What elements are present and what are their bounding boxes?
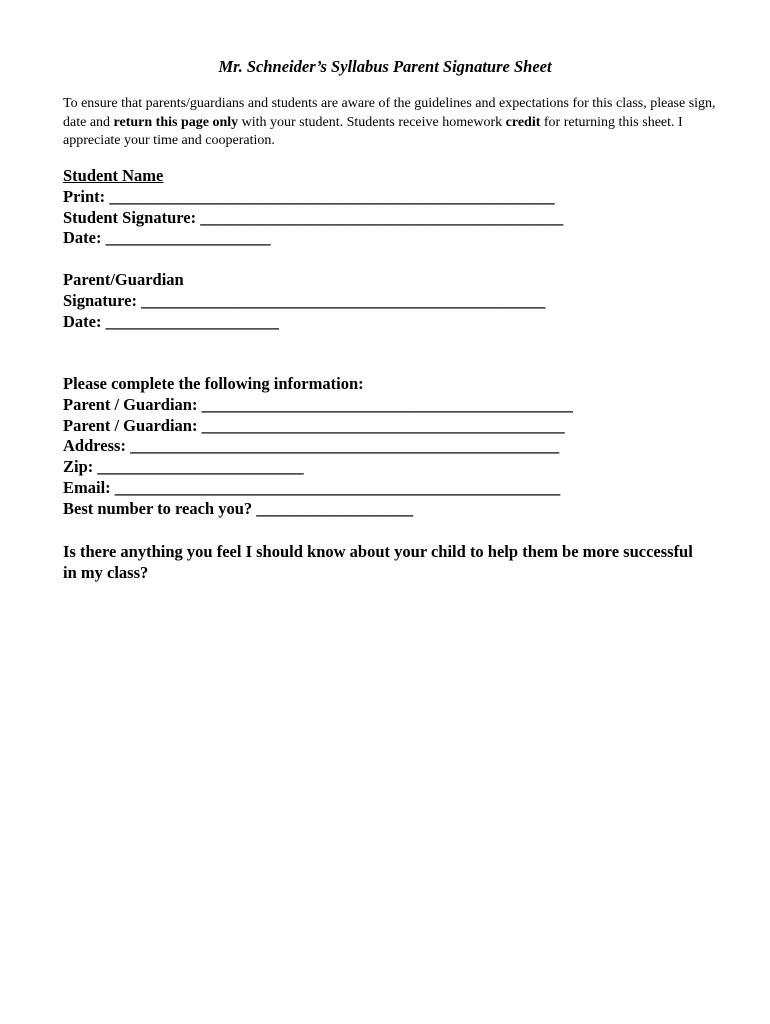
- child-question: Is there anything you feel I should know about your child to help them be more successful in my class?: [63, 542, 693, 582]
- intro-text-3: for returning this sheet. I appreciate your time and cooperation.: [63, 114, 683, 148]
- zip-field[interactable]: Zip: _________________________: [63, 457, 304, 477]
- address-field[interactable]: Address: ____________________________________________________: [63, 436, 560, 456]
- intro-bold-return: return this page only: [113, 114, 239, 130]
- parent-signature-field[interactable]: Signature: _________________________________________________: [63, 290, 546, 310]
- phone-field[interactable]: Best number to reach you? ___________________: [63, 498, 414, 518]
- parent-guardian-heading: Parent/Guardian: [63, 270, 184, 289]
- info-heading: Please complete the following information:: [63, 374, 364, 393]
- intro-text-2: with your student. Students receive homework: [238, 114, 506, 130]
- parent-date-field[interactable]: Date: _____________________: [63, 311, 279, 331]
- intro-text-1: To ensure that parents/guardians and students are aware of the guidelines and expectations for this class, please sign, date and: [63, 96, 716, 130]
- intro-bold-credit: credit: [505, 114, 541, 130]
- page-title: Mr. Schneider’s Syllabus Parent Signature Sheet: [218, 57, 552, 76]
- student-name-heading: Student Name: [63, 166, 164, 185]
- student-signature-field[interactable]: Student Signature: ____________________________________________: [63, 207, 564, 227]
- email-field[interactable]: Email: ______________________________________________________: [63, 477, 561, 497]
- info-section: [63, 374, 743, 520]
- student-section: [63, 166, 743, 249]
- student-date-field[interactable]: Date: ____________________: [63, 228, 271, 248]
- student-print-field[interactable]: Print: ______________________________________________________: [63, 186, 555, 206]
- guardian-2-field[interactable]: Parent / Guardian: ____________________________________________: [63, 415, 565, 435]
- guardian-1-field[interactable]: Parent / Guardian: _____________________________________________: [63, 394, 573, 414]
- parent-section: [63, 270, 743, 332]
- intro-paragraph: [63, 95, 723, 151]
